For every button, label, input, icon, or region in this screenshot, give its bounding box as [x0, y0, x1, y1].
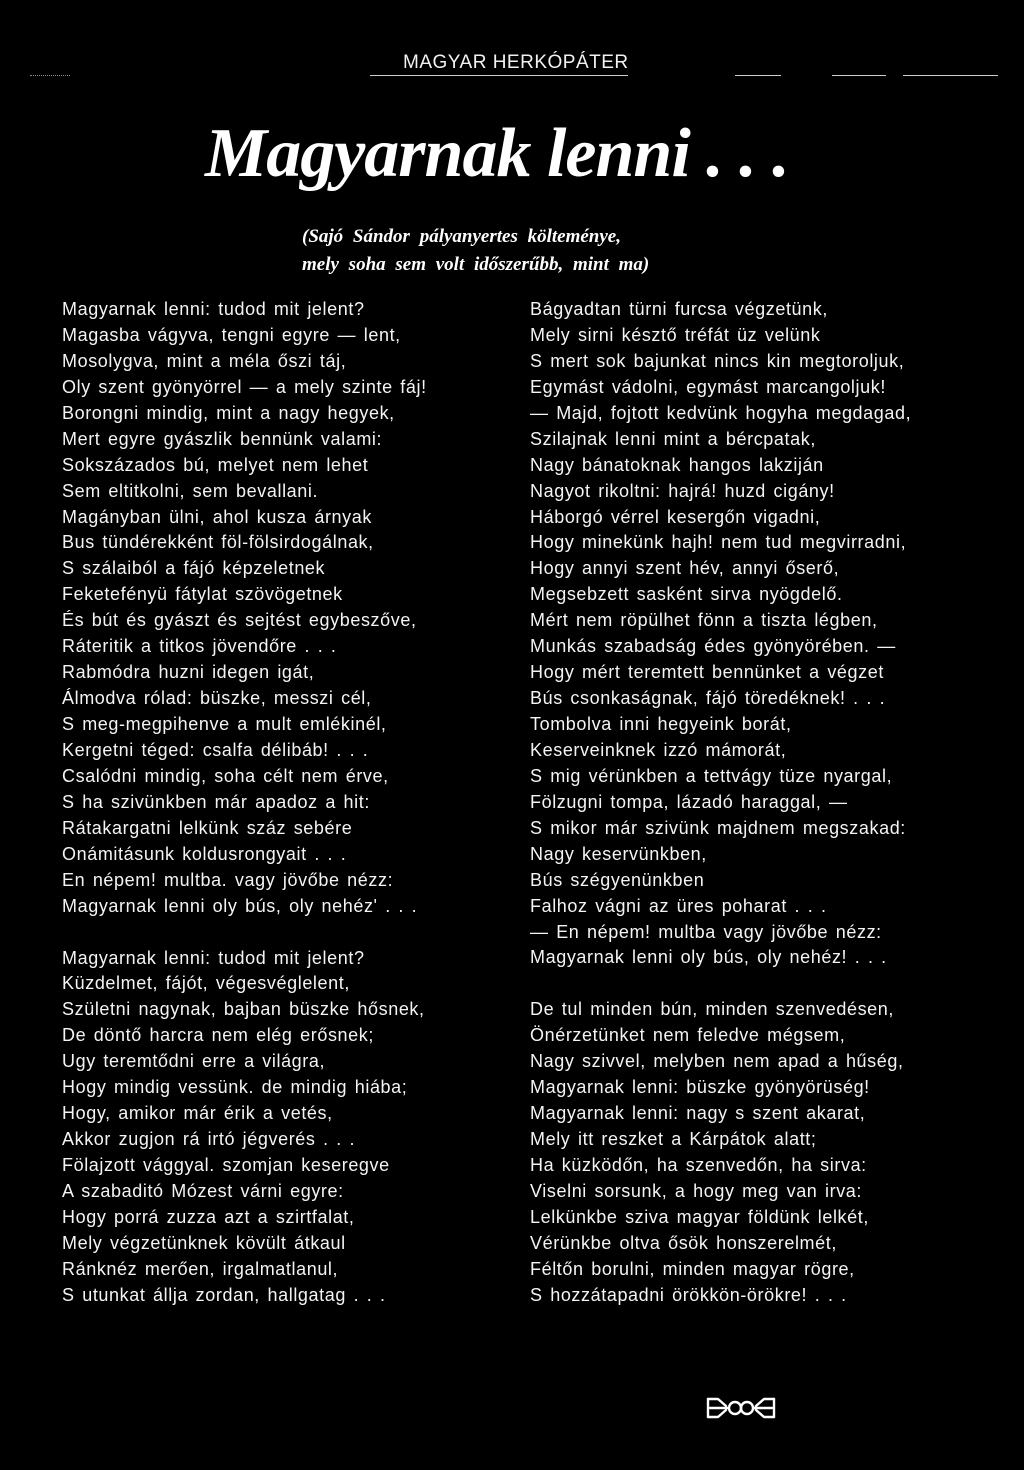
poem-line: Mely végzetünknek kövült átkaul — [62, 1232, 346, 1253]
poem-line: Nagy szivvel, melyben nem apad a hűség, — [530, 1051, 904, 1072]
poem-line: Bús szégyenünkben — [530, 869, 705, 890]
poem-line: Bágyadtan türni furcsa végzetünk, — [530, 299, 828, 319]
poem-line: Nagy keservünkben, — [530, 843, 707, 864]
poem-line: Kergetni téged: csalfa délibáb! . . . — [62, 739, 369, 760]
poem-line: Keserveinknek izzó mámorát, — [530, 739, 787, 760]
stanza-break — [62, 920, 427, 946]
poem-line: Fölzugni tompa, lázadó haraggal, — — [530, 791, 848, 812]
poem-line: Magyarnak lenni: tudod mit jelent? — [62, 947, 365, 968]
poem-line: Akkor zugjon rá irtó jégverés . . . — [62, 1129, 356, 1150]
left-stanza-2 — [62, 946, 427, 1309]
poem-line: Rátakargatni lelkünk száz sebére — [62, 817, 353, 838]
poem-line: Ugy teremtődni erre a világra, — [62, 1051, 326, 1072]
poem-line: Magasba vágyva, tengni egyre — lent, — [62, 324, 401, 345]
poem-line: Lelkünkbe sziva magyar földünk lelkét, — [530, 1206, 869, 1227]
right-stanza-1 — [530, 297, 911, 971]
poem-line: Hogy, amikor már érik a vetés, — [62, 1103, 333, 1124]
poem-line: Falhoz vágni az üres poharat . . . — [530, 895, 827, 916]
poem-line: Vérünkbe oltva ősök honszerelmét, — [530, 1232, 837, 1253]
poem-line: Magyarnak lenni: tudod mit jelent? — [62, 299, 365, 319]
poem-line: Oly szent gyönyörrel — a mely szinte fáj! — [62, 376, 427, 397]
right-column — [530, 297, 911, 1309]
poem-line: Nagy bánatoknak hangos lakziján — [530, 454, 824, 475]
poem-line: Rabmódra huzni idegen igát, — [62, 662, 315, 683]
header-rule-right-2 — [832, 75, 886, 76]
subtitle-line-1: (Sajó Sándor pályanyertes költeménye, — [302, 226, 621, 247]
poem-line: S mikor már szivünk majdnem megszakad: — [530, 817, 906, 838]
poem-line: En népem! multba. vagy jövőbe nézz: — [62, 869, 394, 890]
poem-line: Álmodva rólad: büszke, messzi cél, — [62, 688, 372, 709]
poem-line: Szilajnak lenni mint a bércpatak, — [530, 428, 816, 449]
poem-line: A szabaditó Mózest várni egyre: — [62, 1180, 344, 1201]
left-stanza-1 — [62, 297, 427, 920]
poem-line: Ha küzködőn, ha szenvedőn, ha sirva: — [530, 1155, 867, 1175]
poem-line: Önérzetünket nem feledve mégsem, — [530, 1025, 846, 1046]
subtitle-line-2: mely soha sem volt időszerűbb, mint ma) — [302, 254, 650, 275]
left-column — [62, 297, 427, 1309]
poem-line: Magyarnak lenni: nagy s szent akarat, — [530, 1103, 866, 1124]
header-rule-right-1 — [735, 75, 781, 76]
poem-line: Mely itt reszket a Kárpátok alatt; — [530, 1129, 817, 1150]
page-header — [0, 52, 1024, 82]
poem-line: Ráteritik a titkos jövendőre . . . — [62, 636, 337, 657]
poem-line: — Majd, fojtott kedvünk hogyha megdagad, — [530, 402, 912, 423]
stanza-break — [530, 971, 911, 997]
poem-line: — En népem! multba vagy jövőbe nézz: — [530, 921, 882, 942]
poem-line: Hogy annyi szent hév, annyi őserő, — [530, 558, 840, 579]
poem-line: Magyarnak lenni: büszke gyönyörüség! — [530, 1077, 870, 1098]
poem-line: Munkás szabadság édes gyönyörében. — — [530, 636, 896, 657]
poem-line: Mely sirni késztő tréfát üz velünk — [530, 324, 821, 345]
poem-line: S szálaiból a fájó képzeletnek — [62, 558, 326, 579]
poem-line: Születni nagynak, bajban büszke hősnek, — [62, 999, 425, 1020]
poem-line: Magyarnak lenni oly bús, oly nehéz! . . . — [530, 947, 887, 968]
poem-line: Magyarnak lenni oly bús, oly nehéz' . . . — [62, 895, 418, 916]
poem-line: S hozzátapadni örökkön-örökre! . . . — [530, 1284, 847, 1305]
header-rule-right-3 — [903, 75, 998, 76]
poem-line: Megsebzett sasként sirva nyögdelő. — [530, 584, 843, 605]
poem-line: S utunkat állja zordan, hallgatag . . . — [62, 1284, 386, 1305]
poem-line: S mig vérünkben a tettvágy tüze nyargal, — [530, 765, 893, 786]
running-title: MAGYAR HERKÓPÁTER — [403, 52, 629, 73]
poem-line: De döntő harcra nem elég erősnek; — [62, 1025, 374, 1046]
poem-line: Feketefényü fátylat szövögetnek — [62, 584, 343, 605]
poem-line: Tombolva inni hegyeink borát, — [530, 714, 792, 734]
poem-line: S meg-megpihenve a mult emlékinél, — [62, 714, 387, 734]
end-ornament-icon — [706, 1396, 776, 1420]
header-rule-left — [30, 75, 70, 77]
poem-line: Hogy mindig vessünk. de mindig hiába; — [62, 1077, 408, 1098]
poem-line: Magányban ülni, ahol kusza árnyak — [62, 506, 372, 527]
poem-line: Hogy minekünk hajh! nem tud megvirradni, — [530, 532, 907, 553]
poem-line: Egymást vádolni, egymást marcangoljuk! — [530, 376, 886, 397]
poem-line: Viselni sorsunk, a hogy meg van irva: — [530, 1180, 863, 1201]
poem-line: Fölajzott vággyal. szomjan keseregve — [62, 1155, 390, 1175]
poem-line: Borongni mindig, mint a nagy hegyek, — [62, 402, 395, 423]
poem-line: S mert sok bajunkat nincs kin megtoroljuk, — [530, 350, 905, 371]
poem-line: Onámitásunk koldusrongyait . . . — [62, 843, 347, 864]
header-rule-under-title — [370, 75, 628, 76]
poem-line: Mért nem röpülhet fönn a tiszta légben, — [530, 610, 878, 631]
poem-line: Küzdelmet, fájót, végesvéglelent, — [62, 973, 350, 994]
poem-line: Hogy mért teremtett bennünket a végzet — [530, 662, 884, 683]
poem-line: Sem eltitkolni, sem bevallani. — [62, 480, 319, 501]
right-stanza-2 — [530, 997, 911, 1308]
poem-line: Háborgó vérrel kesergőn vigadni, — [530, 506, 821, 527]
poem-line: És bút és gyászt és sejtést egybeszőve, — [62, 610, 417, 631]
poem-line: Hogy porrá zuzza azt a szirtfalat, — [62, 1206, 355, 1227]
poem-line: Féltőn borulni, minden magyar rögre, — [530, 1258, 855, 1279]
poem-line: Ránknéz merően, irgalmatlanul, — [62, 1258, 339, 1279]
poem-line: Bús csonkaságnak, fájó töredéknek! . . . — [530, 688, 886, 709]
poem-line: De tul minden bún, minden szenvedésen, — [530, 999, 895, 1020]
poem-line: Mosolygva, mint a méla őszi táj, — [62, 350, 347, 371]
poem-line: S ha szivünkben már apadoz a hit: — [62, 791, 370, 812]
poem-title: Magyarnak lenni . . . — [205, 115, 789, 192]
poem-line: Csalódni mindig, soha célt nem érve, — [62, 765, 389, 786]
poem-line: Mert egyre gyászlik bennünk valami: — [62, 428, 383, 449]
poem-line: Nagyot rikoltni: hajrá! huzd cigány! — [530, 480, 835, 501]
poem-line: Bus tündérekként föl-fölsirdogálnak, — [62, 532, 374, 553]
poem-line: Sokszázados bú, melyet nem lehet — [62, 454, 369, 475]
